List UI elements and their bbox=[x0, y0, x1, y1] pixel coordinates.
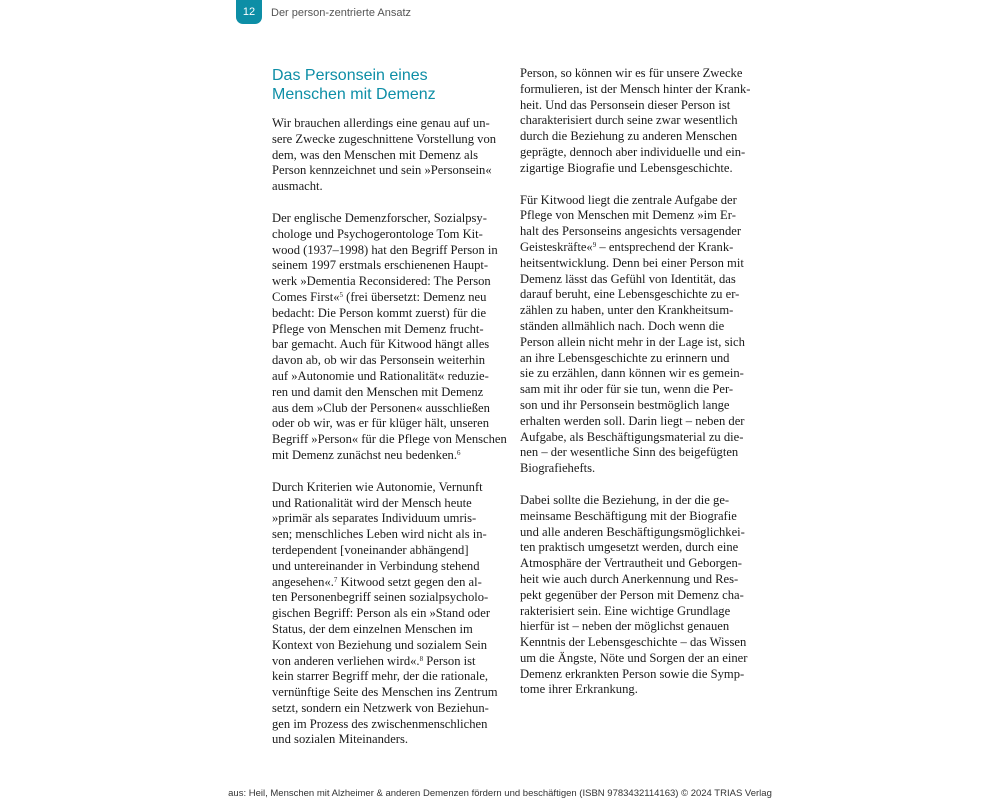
text-line: auf »Autonomie und Rationalität« reduzie- bbox=[272, 368, 489, 383]
page-number-badge: 12 bbox=[236, 0, 262, 24]
text-line: zigartige Biografie und Lebensgeschichte. bbox=[520, 160, 733, 175]
paragraph bbox=[520, 193, 748, 477]
text-line: Pflege von Menschen mit Demenz frucht- bbox=[272, 321, 484, 336]
paragraph bbox=[272, 116, 500, 195]
text-line: Atmosphäre der Vertrautheit und Geborgen- bbox=[520, 556, 742, 571]
text-line: halt des Personseins angesichts versagender bbox=[520, 224, 742, 239]
text-line: kein starrer Begriff mehr, der die rationale, bbox=[272, 669, 489, 684]
text-line: charakterisiert durch seine zwar wesentlich bbox=[520, 113, 738, 128]
text-line: oder ob wir, was er für klüger hält, unseren bbox=[272, 416, 490, 431]
footnote-ref: 6 bbox=[457, 448, 461, 457]
text-line: Status, der dem einzelnen Menschen im bbox=[272, 621, 473, 636]
text-line: Kenntnis der Lebensgeschichte – das Wissen bbox=[520, 635, 747, 650]
text-fragment: von anderen verliehen wird«. bbox=[272, 653, 420, 668]
text-fragment: Comes First« bbox=[272, 289, 340, 304]
text-line: Der englische Demenzforscher, Sozialpsy- bbox=[272, 210, 487, 225]
text-line: nen – der wesentliche Sinn des beigefügten bbox=[520, 445, 739, 460]
text-fragment: – entsprechend der Krank- bbox=[596, 239, 734, 254]
text-line: Dabei sollte die Beziehung, in der die ge- bbox=[520, 492, 730, 507]
text-line: ausmacht. bbox=[272, 179, 323, 194]
text-line: zählen zu haben, unter den Krankheitsum- bbox=[520, 303, 734, 318]
text-line: seinem 1997 erstmals erschienenen Haupt- bbox=[272, 258, 489, 273]
text-line bbox=[272, 448, 500, 464]
text-line: und Rationalität wird der Mensch heute bbox=[272, 495, 472, 510]
text-line: bar gemacht. Auch für Kitwood hängt alles bbox=[272, 337, 490, 352]
text-line: sie zu erzählen, dann können wir es gemein- bbox=[520, 366, 744, 381]
text-fragment: mit Demenz zunächst neu bedenken. bbox=[272, 447, 457, 462]
text-fragment: Kitwood setzt gegen den al- bbox=[337, 574, 482, 589]
text-line: gen im Prozess des zwischenmenschlichen bbox=[272, 716, 488, 731]
text-line: Wir brauchen allerdings eine genau auf un- bbox=[272, 116, 490, 130]
text-line: geprägte, dennoch aber individuelle und ein- bbox=[520, 144, 746, 159]
text-line: ständen allmählich nach. Doch wenn die bbox=[520, 318, 725, 333]
text-line: ten Personenbegriff seinen sozialpsycholo- bbox=[272, 590, 489, 605]
text-line: Durch Kriterien wie Autonomie, Vernunft bbox=[272, 479, 483, 494]
text-line: Biografiehefts. bbox=[520, 461, 596, 476]
footnote-ref: 5 bbox=[339, 290, 344, 299]
text-line bbox=[272, 290, 500, 306]
footnote-ref: 8 bbox=[419, 654, 424, 663]
text-line: durch die Beziehung zu anderen Menschen bbox=[520, 129, 738, 144]
text-line: son und ihr Personsein bestmöglich lange bbox=[520, 397, 730, 412]
paragraph bbox=[520, 66, 751, 177]
text-line: aus dem »Club der Personen« ausschließen bbox=[272, 400, 490, 415]
section-title-line: Das Personsein eines bbox=[272, 67, 428, 84]
text-line: Person, so können wir es für unsere Zwecke bbox=[520, 66, 743, 80]
text-line: sere Zwecke zugeschnittene Vorstellung von bbox=[272, 131, 497, 146]
text-line: Pflege von Menschen mit Demenz »im Er- bbox=[520, 208, 736, 223]
text-line: davon ab, ob wir das Personsein weiterhin bbox=[272, 353, 485, 368]
text-line: Für Kitwood liegt die zentrale Aufgabe der bbox=[520, 192, 737, 207]
text-line: wood (1937–1998) hat den Begriff Person in bbox=[272, 242, 498, 257]
text-line: formulieren, ist der Mensch hinter der Krank- bbox=[520, 81, 751, 96]
right-column bbox=[520, 66, 751, 714]
text-line: sen; menschliches Leben wird nicht als in- bbox=[272, 527, 487, 542]
text-line: gischen Begriff: Person als ein »Stand oder bbox=[272, 606, 491, 621]
text-line bbox=[520, 240, 748, 256]
text-line: Demenz erkrankten Person sowie die Symp- bbox=[520, 666, 745, 681]
text-fragment: angesehen«. bbox=[272, 574, 334, 589]
section-title bbox=[272, 66, 502, 104]
text-line: rakterisiert sein. Eine wichtige Grundlage bbox=[520, 603, 731, 618]
running-head: Der person-zentrierte Ansatz bbox=[271, 7, 412, 19]
footnote-ref: 7 bbox=[333, 575, 338, 584]
text-line: um die Ängste, Nöte und Sorgen der an einer bbox=[520, 650, 748, 665]
section-title-line: Menschen mit Demenz bbox=[272, 86, 436, 103]
text-line: Person allein nicht mehr in der Lage ist, sich bbox=[520, 334, 745, 349]
text-line: heit. Und das Personsein dieser Person ist bbox=[520, 97, 731, 112]
text-line: chologe und Psychogerontologe Tom Kit- bbox=[272, 226, 483, 241]
paragraph bbox=[520, 493, 748, 698]
footnote-ref: 9 bbox=[592, 240, 597, 249]
source-citation: aus: Heil, Menschen mit Alzheimer & anderen Demenzen fördern und beschäftigen (ISBN 9783432114163) © 2024 TRIAS Verlag bbox=[228, 788, 772, 799]
text-line: an ihre Lebensgeschichte zu erinnern und bbox=[520, 350, 730, 365]
text-line: sam mit ihr oder für sie tun, wenn die Per- bbox=[520, 382, 734, 397]
text-line: setzt, sondern ein Netzwerk von Beziehun- bbox=[272, 700, 489, 715]
text-line: heit wie auch durch Anerkennung und Res- bbox=[520, 571, 739, 586]
text-line: heitsentwicklung. Denn bei einer Person mit bbox=[520, 255, 744, 270]
text-line: vernünftige Seite des Menschen ins Zentrum bbox=[272, 685, 498, 700]
text-line: bedacht: Die Person kommt zuerst) für die bbox=[272, 305, 487, 320]
text-line bbox=[272, 654, 500, 670]
text-line: und sozialen Miteinanders. bbox=[272, 732, 409, 747]
text-line: ren und damit den Menschen mit Demenz bbox=[272, 384, 484, 399]
text-fragment: (frei übersetzt: Demenz neu bbox=[343, 289, 487, 304]
text-line: »primär als separates Individuum umris- bbox=[272, 511, 477, 526]
text-line: terdependent [voneinander abhängend] bbox=[272, 542, 469, 557]
text-line: meinsame Beschäftigung mit der Biografie bbox=[520, 508, 737, 523]
text-line: Kontext von Beziehung und sozialem Sein bbox=[272, 637, 488, 652]
text-line: pekt gegenüber der Person mit Demenz cha- bbox=[520, 587, 744, 602]
text-fragment: Geisteskräfte« bbox=[520, 239, 593, 254]
text-line: tome ihrer Erkrankung. bbox=[520, 682, 638, 697]
text-line: darauf beruht, eine Lebensgeschichte zu er- bbox=[520, 287, 740, 302]
text-line: Aufgabe, als Beschäftigungsmaterial zu die- bbox=[520, 429, 744, 444]
paragraph bbox=[272, 210, 507, 464]
text-line: werk »Dementia Reconsidered: The Person bbox=[272, 274, 491, 289]
text-fragment: Person ist bbox=[423, 653, 476, 668]
text-line: hierfür ist – neben der möglichst genauen bbox=[520, 619, 730, 634]
text-line: Begriff »Person« für die Pflege von Menschen bbox=[272, 432, 507, 447]
text-line: erhalten werden soll. Darin liegt – neben der bbox=[520, 413, 745, 428]
text-line: ten praktisch umgesetzt werden, durch eine bbox=[520, 540, 739, 555]
text-line: Demenz lässt das Gefühl von Identität, das bbox=[520, 271, 736, 286]
text-line: Person kennzeichnet und sein »Personsein« bbox=[272, 163, 492, 178]
text-line: und untereinander in Verbindung stehend bbox=[272, 558, 480, 573]
paragraph bbox=[272, 480, 500, 749]
text-line: und alle anderen Beschäftigungsmöglichkei- bbox=[520, 524, 745, 539]
text-line bbox=[272, 575, 500, 591]
left-column bbox=[272, 116, 507, 764]
text-line: dem, was den Menschen mit Demenz als bbox=[272, 147, 478, 162]
